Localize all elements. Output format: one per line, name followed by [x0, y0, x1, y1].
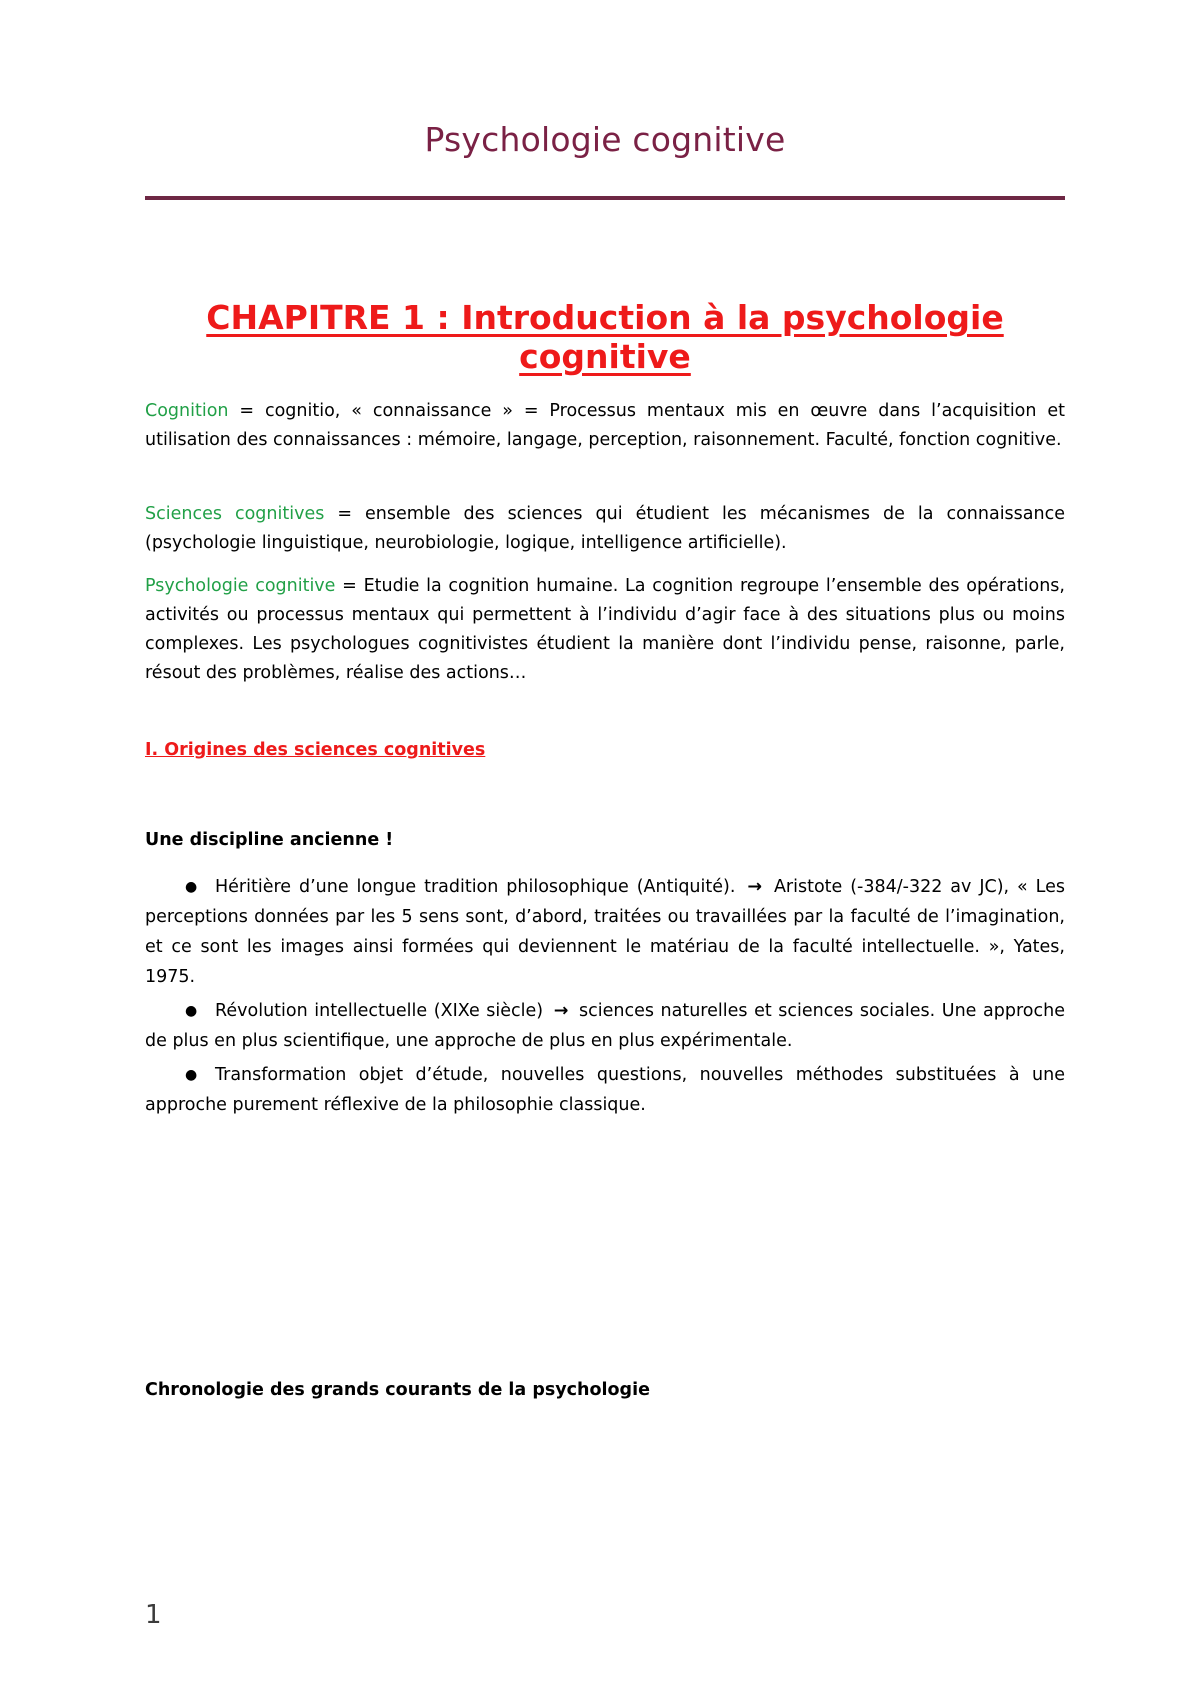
definition-text: = Etudie la cognition humaine. La cognition regroupe l’ensemble des opérations, activités ou processus mentaux qui permettent à l’individu d’agir face à des situations plus ou moins complexes. Les psychologues cognitivistes étudient la manière dont l’individu pense, raisonne, parle, résout des problèmes, réalise des actions… [145, 576, 1065, 683]
list-item [145, 996, 1065, 1056]
definition-term: Psychologie cognitive [145, 576, 336, 596]
chapter-title: CHAPITRE 1 : Introduction à la psychologie cognitive [206, 298, 1004, 376]
definition-term: Sciences cognitives [145, 504, 325, 524]
bullet-text: Révolution intellectuelle (XIXe siècle) [215, 1001, 544, 1021]
bullet-text: Héritière d’une longue tradition philosophique (Antiquité). [215, 877, 736, 897]
arrow-right-icon: → [553, 1001, 569, 1021]
bullet-text: Transformation objet d’étude, nouvelles questions, nouvelles méthodes substituées à une approche purement réflexive de la philosophie classique. [145, 1065, 1065, 1115]
definition-cognition [145, 397, 1065, 455]
definition-text: = cognitio, « connaissance » = Processus mentaux mis en œuvre dans l’acquisition et utilisation des connaissances : mémoire, langage, perception, raisonnement. Faculté, fonction cognitive. [145, 401, 1065, 450]
bullet-text-continued: sciences naturelles et sciences sociales. Une approche de plus en plus scientifique, une approche de plus en plus expérimentale. [145, 1001, 1065, 1051]
document-header-title: Psychologie cognitive [424, 120, 786, 159]
list-item [145, 872, 1065, 992]
bullet-list [145, 872, 1065, 1124]
section-heading: I. Origines des sciences cognitives [145, 740, 486, 760]
definition-term: Cognition [145, 401, 229, 421]
definition-psychologie-cognitive [145, 572, 1065, 688]
bullet-icon: ● [185, 1003, 198, 1019]
header-divider [145, 196, 1065, 200]
bullet-text-continued: Aristote (-384/-322 av JC), « Les perceptions données par les 5 sens sont, d’abord, traitées ou travaillées par la faculté de l’imagination, et ce sont les images ainsi formées qui deviennent le matériau de la faculté intellectuelle. », Yates, 1975. [145, 877, 1065, 987]
page-number: 1 [145, 1600, 162, 1630]
subheading-discipline: Une discipline ancienne ! [145, 830, 394, 850]
bullet-icon: ● [185, 879, 198, 895]
subheading-chronologie: Chronologie des grands courants de la psychologie [145, 1380, 650, 1400]
definition-sciences-cognitives [145, 500, 1065, 558]
arrow-right-icon: → [747, 877, 763, 897]
bullet-icon: ● [185, 1067, 198, 1083]
definition-text: = ensemble des sciences qui étudient les mécanismes de la connaissance (psychologie linguistique, neurobiologie, logique, intelligence artificielle). [145, 504, 1065, 553]
list-item [145, 1060, 1065, 1120]
